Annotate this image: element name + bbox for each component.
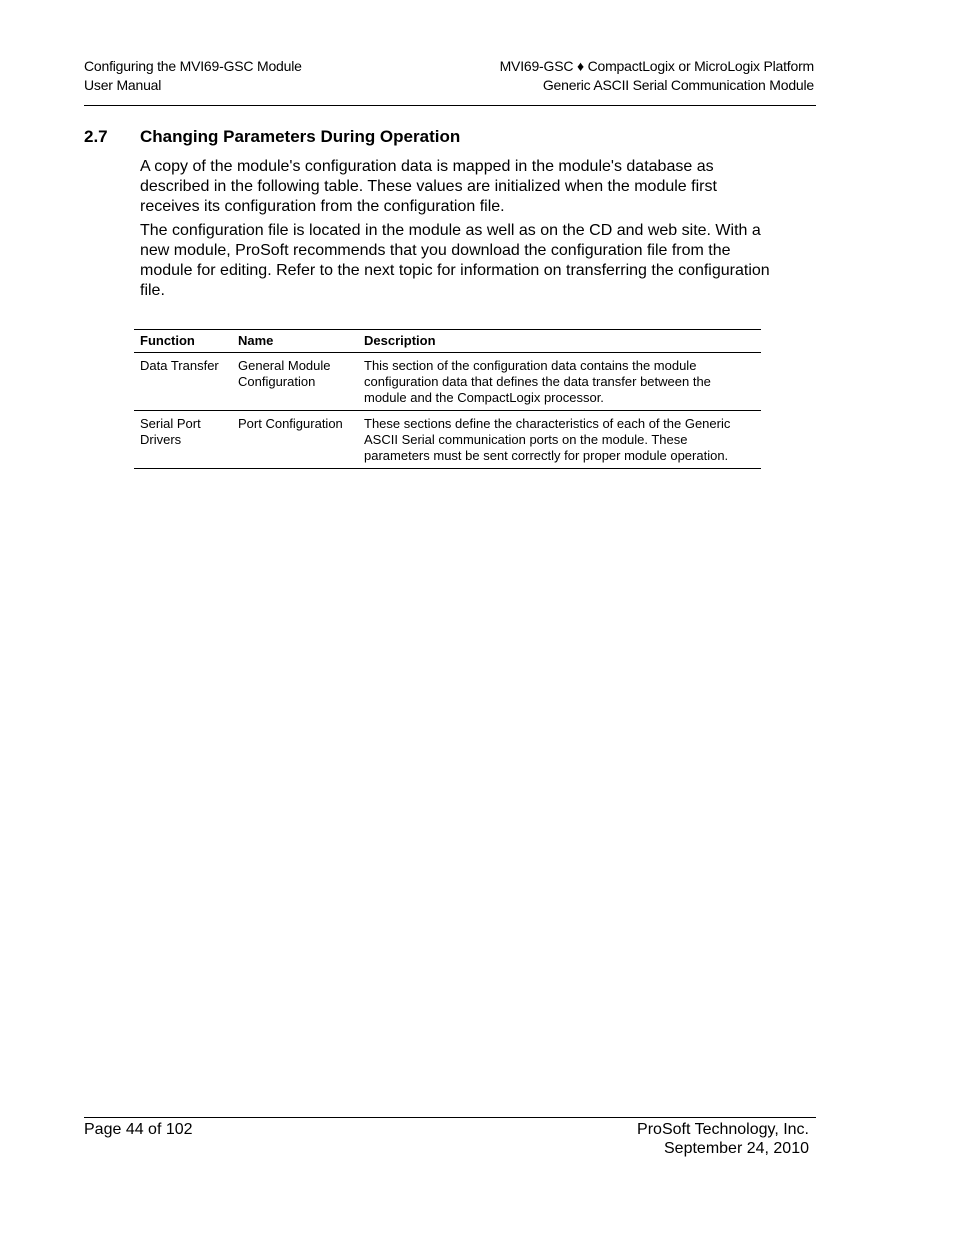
footer-divider xyxy=(84,1117,816,1118)
header-doc-type: User Manual xyxy=(84,77,162,93)
section-number: 2.7 xyxy=(84,127,108,146)
column-header-description: Description xyxy=(358,330,761,353)
header-product: MVI69-GSC ♦ CompactLogix or MicroLogix Platform xyxy=(499,58,814,74)
configuration-table xyxy=(134,329,761,469)
cell-function: Serial Port Drivers xyxy=(134,411,232,469)
cell-description: These sections define the characteristics of each of the Generic ASCII Serial communication ports on the module. These parameters must be sent correctly for proper module operation. xyxy=(358,411,761,469)
table-row xyxy=(134,411,761,469)
footer-page-number: Page 44 of 102 xyxy=(84,1121,193,1138)
body-paragraph: A copy of the module's configuration data is mapped in the module's database as described in the following table. These values are initialized when the module first receives its configuration from the configuration file. xyxy=(140,158,717,215)
header-divider xyxy=(84,105,816,106)
running-header-left xyxy=(84,57,302,95)
cell-name: General Module Configuration xyxy=(232,353,358,411)
section-heading xyxy=(84,126,460,148)
footer-right xyxy=(637,1120,809,1158)
section-title: Changing Parameters During Operation xyxy=(140,127,461,146)
cell-function: Data Transfer xyxy=(134,353,232,411)
column-header-function: Function xyxy=(134,330,232,353)
header-chapter-title: Configuring the MVI69-GSC Module xyxy=(84,58,302,74)
cell-name: Port Configuration xyxy=(232,411,358,469)
body-paragraph: The configuration file is located in the module as well as on the CD and web site. With a new module, ProSoft recommends that you download the configuration file from the module for editing. Refer to the next topic for information on transferring the configuration file. xyxy=(140,222,770,299)
column-header-name: Name xyxy=(232,330,358,353)
header-module-name: Generic ASCII Serial Communication Module xyxy=(542,77,814,93)
running-header-right xyxy=(500,57,814,95)
table-row xyxy=(134,353,761,411)
footer-company: ProSoft Technology, Inc. xyxy=(637,1121,809,1138)
footer-date: September 24, 2010 xyxy=(664,1140,809,1157)
table-header-row xyxy=(134,330,761,353)
cell-description: This section of the configuration data contains the module configuration data that defines the data transfer between the module and the CompactLogix processor. xyxy=(358,353,761,411)
